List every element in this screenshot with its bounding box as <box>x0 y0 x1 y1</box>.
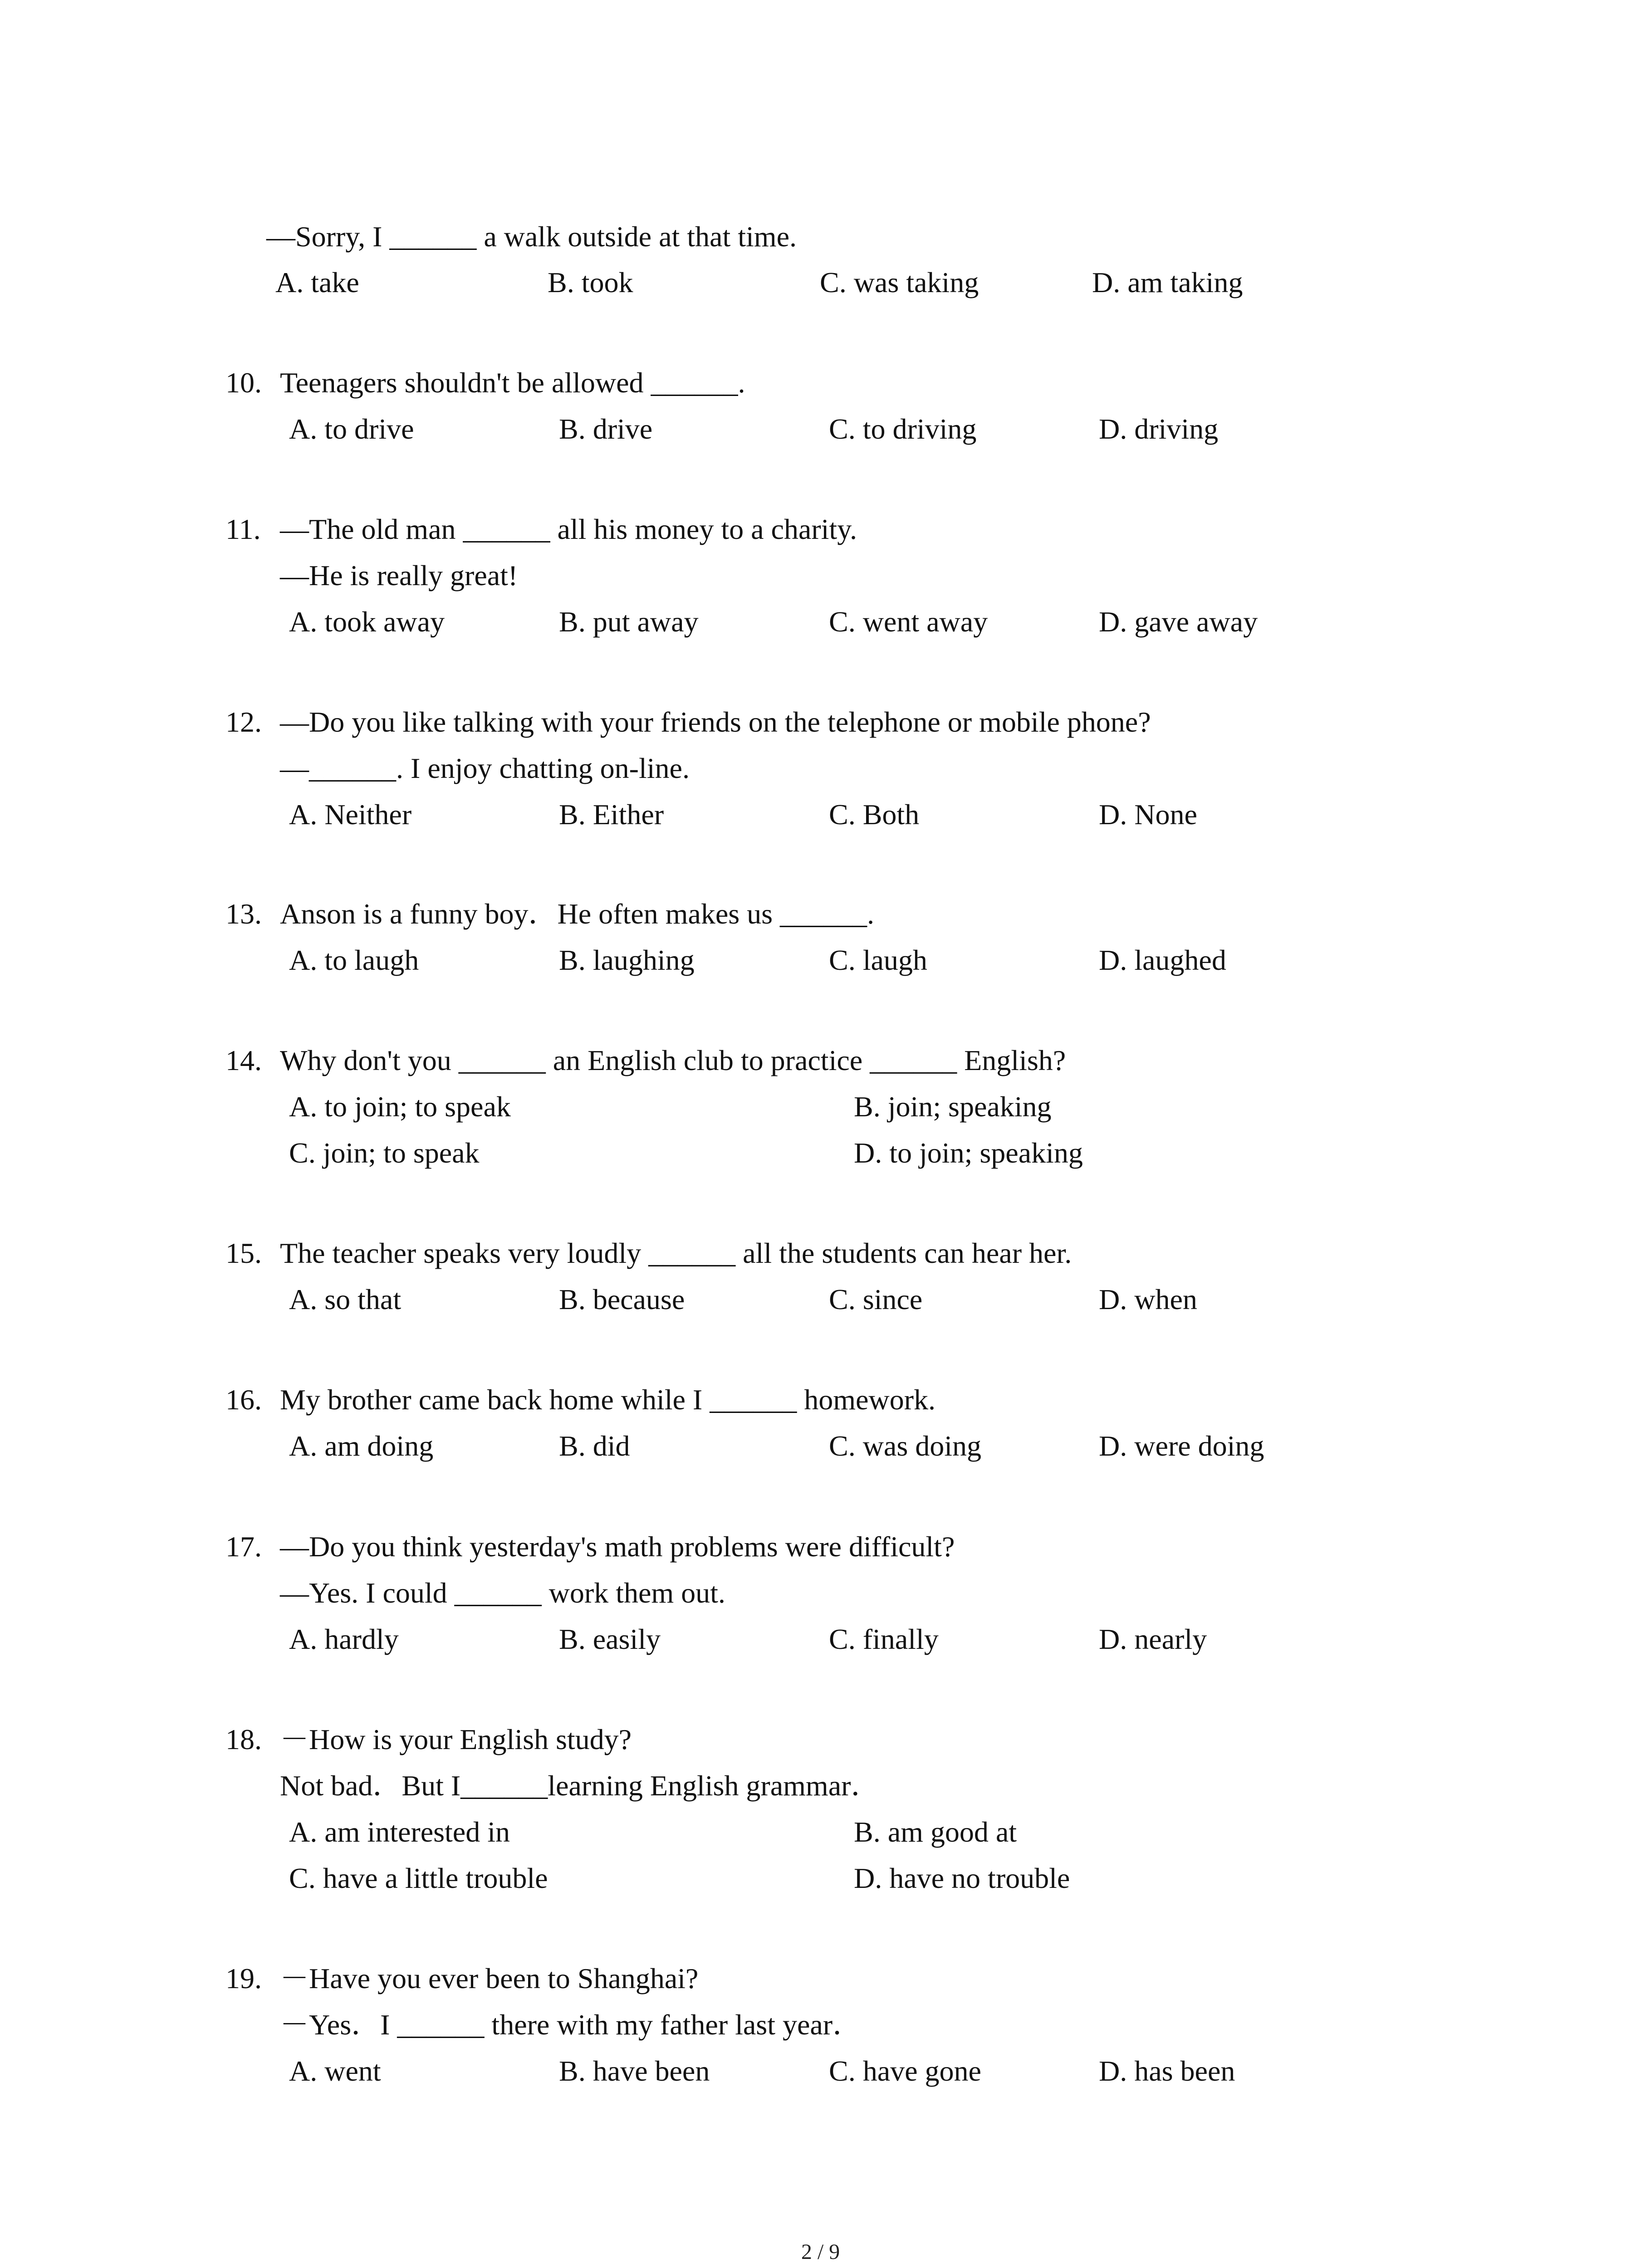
question-14-option-b: B. join; speaking <box>854 1090 1052 1123</box>
question-18-number: 18. <box>225 1723 262 1755</box>
question-18-option-d: D. have no trouble <box>854 1862 1070 1894</box>
question-11-option-a: A. took away <box>289 606 445 638</box>
question-14-option-d: D. to join; speaking <box>854 1137 1083 1169</box>
question-14-line-1: Why don't you ______ an English club to practice ______ English? <box>280 1044 1066 1076</box>
question-13-option-a: A. to laugh <box>289 944 419 976</box>
question-18-option-b: B. am good at <box>854 1816 1017 1848</box>
question-10-option-d: D. driving <box>1099 413 1219 445</box>
question-15-option-b: B. because <box>559 1283 685 1315</box>
question-15-option-c: C. since <box>829 1283 923 1315</box>
question-18-line-1: －How is your English study? <box>280 1723 632 1755</box>
question-12-number: 12. <box>225 706 262 738</box>
question-17-option-c: C. finally <box>829 1623 939 1655</box>
question-19-option-a: A. went <box>289 2055 381 2087</box>
question-15-option-d: D. when <box>1099 1283 1197 1315</box>
question-15-line-1: The teacher speaks very loudly ______ all the students can hear her. <box>280 1237 1072 1269</box>
question-16-option-d: D. were doing <box>1099 1430 1264 1462</box>
question-11-option-d: D. gave away <box>1099 606 1258 638</box>
question-15-number: 15. <box>225 1237 262 1269</box>
question-18-option-a: A. am interested in <box>289 1816 510 1848</box>
question-19-option-b: B. have been <box>559 2055 710 2087</box>
question-9-option-c: C. was taking <box>820 266 979 298</box>
question-19-option-c: C. have gone <box>829 2055 981 2087</box>
question-19-number: 19. <box>225 1962 262 1994</box>
question-15-option-a: A. so that <box>289 1283 402 1315</box>
question-16-option-a: A. am doing <box>289 1430 434 1462</box>
question-9-option-d: D. am taking <box>1092 266 1243 298</box>
question-12-line-2: —______. I enjoy chatting on-line. <box>280 752 690 784</box>
question-11-option-c: C. went away <box>829 606 988 638</box>
question-17-line-2: —Yes. I could ______ work them out. <box>280 1577 725 1609</box>
question-14-option-c: C. join; to speak <box>289 1137 480 1169</box>
question-10-option-c: C. to driving <box>829 413 977 445</box>
question-12-line-1: —Do you like talking with your friends on the telephone or mobile phone? <box>280 706 1151 738</box>
question-14-option-a: A. to join; to speak <box>289 1090 511 1123</box>
question-13-option-b: B. laughing <box>559 944 695 976</box>
question-18-option-c: C. have a little trouble <box>289 1862 548 1894</box>
question-9-option-a: A. take <box>275 266 359 298</box>
question-17-line-1: —Do you think yesterday's math problems were difficult? <box>280 1530 955 1563</box>
question-16-option-b: B. did <box>559 1430 630 1462</box>
question-19-line-1: －Have you ever been to Shanghai? <box>280 1962 699 1994</box>
question-17-option-b: B. easily <box>559 1623 661 1655</box>
question-10-option-b: B. drive <box>559 413 653 445</box>
question-13-number: 13. <box>225 898 262 930</box>
question-11-line-2: —He is really great! <box>280 559 518 591</box>
question-11-number: 11. <box>225 513 261 545</box>
question-16-line-1: My brother came back home while I ______ homework. <box>280 1383 936 1416</box>
question-12-option-a: A. Neither <box>289 798 412 831</box>
question-19-line-2: －Yes．I ______ there with my father last year． <box>280 2009 862 2041</box>
question-12-option-c: C. Both <box>829 798 920 831</box>
question-13-option-d: D. laughed <box>1099 944 1226 976</box>
question-12-option-b: B. Either <box>559 798 664 831</box>
question-11-option-b: B. put away <box>559 606 699 638</box>
question-17-option-a: A. hardly <box>289 1623 399 1655</box>
question-14-number: 14. <box>225 1044 262 1076</box>
question-13-line-1: Anson is a funny boy．He often makes us ______. <box>280 898 875 930</box>
question-9-line-2: —Sorry, I ______ a walk outside at that time. <box>266 220 797 253</box>
question-10-number: 10. <box>225 367 262 399</box>
question-13-option-c: C. laugh <box>829 944 927 976</box>
question-17-number: 17. <box>225 1530 262 1563</box>
question-11-line-1: —The old man ______ all his money to a charity. <box>280 513 857 545</box>
question-10-line-1: Teenagers shouldn't be allowed ______. <box>280 367 745 399</box>
question-17-option-d: D. nearly <box>1099 1623 1207 1655</box>
question-12-option-d: D. None <box>1099 798 1197 831</box>
question-16-option-c: C. was doing <box>829 1430 981 1462</box>
question-18-line-2: Not bad．But I______learning English grammar． <box>280 1769 880 1802</box>
question-10-option-a: A. to drive <box>289 413 414 445</box>
question-16-number: 16. <box>225 1383 262 1416</box>
question-19-option-d: D. has been <box>1099 2055 1235 2087</box>
question-9-option-b: B. took <box>548 266 633 298</box>
page-number: 2 / 9 <box>801 2240 840 2264</box>
